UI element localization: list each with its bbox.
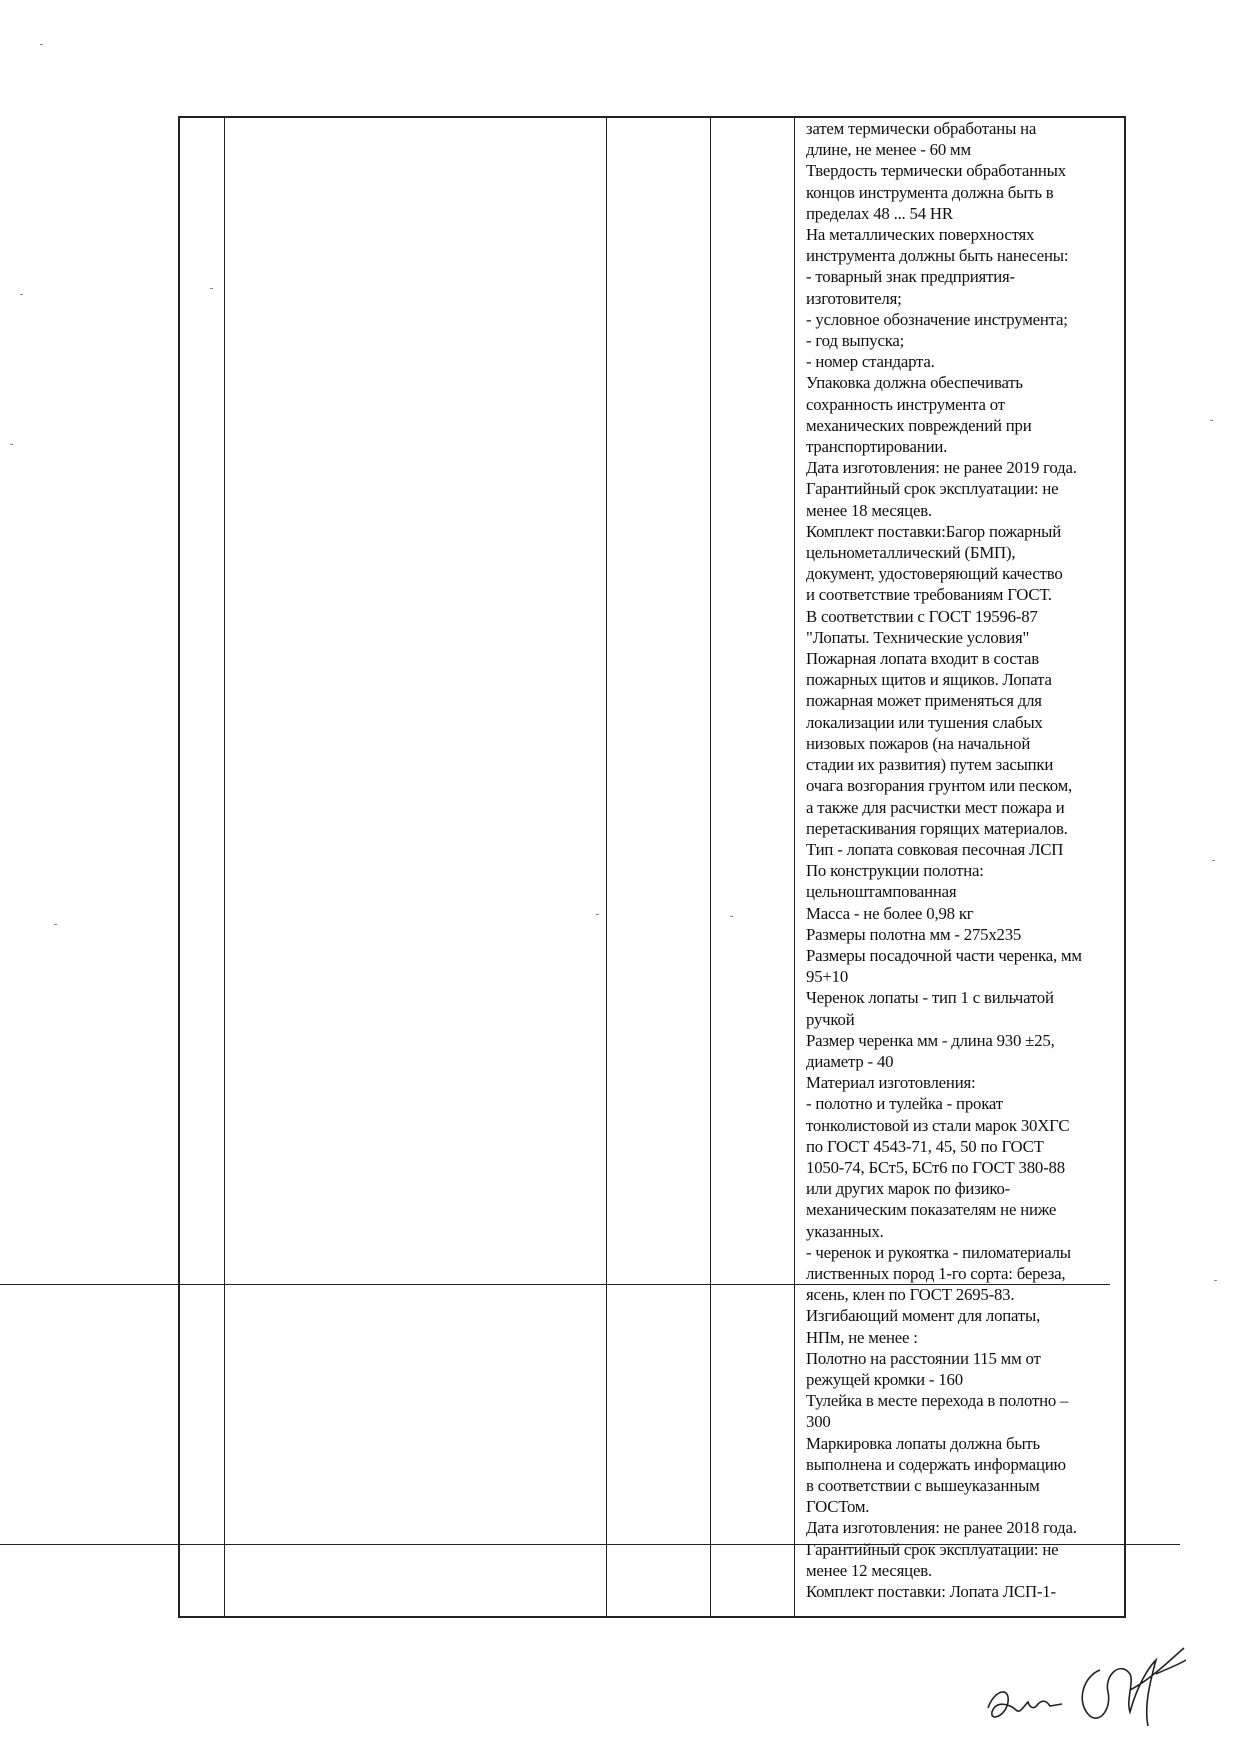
spec-text-line: диаметр - 40	[806, 1051, 894, 1071]
spec-text-line: "Лопаты. Технические условия"	[806, 627, 1030, 647]
spec-text-line: Дата изготовления: не ранее 2019 года.	[806, 458, 1077, 478]
column-divider-2	[606, 116, 607, 1618]
spec-text-line: лиственных пород 1-го сорта: береза,	[806, 1263, 1066, 1283]
spec-text-line: Масса - не более 0,98 кг	[806, 903, 974, 923]
column-divider-3	[710, 116, 711, 1618]
spec-text-line: механических повреждений при	[806, 415, 1032, 435]
spec-text-line: Материал изготовления:	[806, 1073, 976, 1093]
spec-text-line: цельнометаллический (БМП),	[806, 543, 1016, 563]
spec-text-line: изготовителя;	[806, 288, 902, 308]
spec-text-line: Размеры полотна мм - 275х235	[806, 924, 1022, 944]
spec-text-line: - условное обозначение инструмента;	[806, 309, 1068, 329]
spec-text-line: а также для расчистки мест пожара и	[806, 797, 1065, 817]
spec-text-line: локализации или тушения слабых	[806, 712, 1043, 732]
spec-text-line: 95+10	[806, 967, 849, 987]
spec-text-line: механическим показателям не ниже	[806, 1200, 1057, 1220]
spec-text-line: пожарная может применяться для	[806, 691, 1042, 711]
scan-speck	[210, 288, 213, 289]
spec-text-line: по ГОСТ 4543-71, 45, 50 по ГОСТ	[806, 1136, 1044, 1156]
spec-text-line: Тулейка в месте перехода в полотно –	[806, 1391, 1069, 1411]
spec-text-line: По конструкции полотна:	[806, 861, 984, 881]
spec-text-line: менее 18 месяцев.	[806, 500, 932, 520]
scan-speck	[54, 924, 57, 925]
spec-text-line: Размеры посадочной части черенка, мм	[806, 945, 1082, 965]
scan-speck	[596, 914, 599, 915]
scan-speck	[1214, 1280, 1217, 1281]
spec-text-line: стадии их развития) путем засыпки	[806, 755, 1054, 775]
spec-text-line: Упаковка должна обеспечивать	[806, 373, 1023, 393]
spec-text-line: очага возгорания грунтом или песком,	[806, 776, 1073, 796]
spec-text-line: ясень, клен по ГОСТ 2695-83.	[806, 1285, 1015, 1305]
spec-text-line: Пожарная лопата входит в состав	[806, 649, 1039, 669]
spec-text-line: Черенок лопаты - тип 1 с вильчатой	[806, 988, 1054, 1008]
spec-text-line: 1050-74, БСт5, БСт6 по ГОСТ 380-88	[806, 1157, 1065, 1177]
spec-text-line: цельноштампованная	[806, 882, 957, 902]
spec-text-line: Твердость термически обработанных	[806, 161, 1066, 181]
spec-text-line: концов инструмента должна быть в	[806, 182, 1054, 202]
spec-text-line: и соответствие требованиям ГОСТ.	[806, 585, 1052, 605]
spec-text-line: Размер черенка мм - длина 930 ±25,	[806, 1030, 1055, 1050]
spec-text-line: - товарный знак предприятия-	[806, 267, 1015, 287]
spec-text-line: или других марок по физико-	[806, 1179, 1011, 1199]
spec-text-line: выполнена и содержать информацию	[806, 1454, 1066, 1474]
specification-cell	[806, 118, 1124, 1602]
spec-text-line: ручкой	[806, 1009, 855, 1029]
spec-text-line: На металлических поверхностях	[806, 225, 1035, 245]
spec-text-line: Маркировка лопаты должна быть	[806, 1433, 1041, 1453]
spec-text-line: Гарантийный срок эксплуатации: не	[806, 1539, 1059, 1559]
spec-text-line: В соответствии с ГОСТ 19596-87	[806, 606, 1038, 626]
spec-text-line: низовых пожаров (на начальной	[806, 733, 1031, 753]
spec-text-line: Комплект поставки:Багор пожарный	[806, 521, 1062, 541]
spec-text-line: Комплект поставки: Лопата ЛСП-1-	[806, 1582, 1056, 1602]
handwritten-signature	[980, 1630, 1200, 1740]
spec-text-line: Дата изготовления: не ранее 2018 года.	[806, 1518, 1077, 1538]
scan-speck	[1212, 860, 1215, 861]
spec-text-line: перетаскивания горящих материалов.	[806, 818, 1068, 838]
spec-text-line: пределах 48 ... 54 HR	[806, 203, 953, 223]
spec-text-line: тонколистовой из стали марок 30ХГС	[806, 1115, 1070, 1135]
scan-speck	[10, 444, 13, 445]
spec-text-line: документ, удостоверяющий качество	[806, 564, 1063, 584]
spec-text-line: менее 12 месяцев.	[806, 1560, 932, 1580]
spec-text-line: пожарных щитов и ящиков. Лопата	[806, 670, 1052, 690]
spec-text-line: сохранность инструмента от	[806, 394, 1005, 414]
scan-speck	[730, 916, 733, 917]
spec-text-line: указанных.	[806, 1221, 884, 1241]
spec-text-line: режущей кромки - 160	[806, 1369, 963, 1389]
spec-text-line: ГОСТом.	[806, 1497, 870, 1517]
column-divider-1	[224, 116, 225, 1618]
scan-speck	[20, 294, 23, 295]
spec-text-line: - черенок и рукоятка - пиломатериалы	[806, 1242, 1071, 1262]
spec-text-line: инструмента должны быть нанесены:	[806, 246, 1069, 266]
spec-text-line: - номер стандарта.	[806, 352, 935, 372]
column-divider-4	[794, 116, 795, 1618]
spec-text-line: Изгибающий момент для лопаты,	[806, 1306, 1041, 1326]
spec-text-line: НПм, не менее :	[806, 1327, 918, 1347]
spec-text-line: 300	[806, 1412, 831, 1432]
spec-text-line: транспортировании.	[806, 437, 948, 457]
scan-speck	[40, 44, 43, 45]
spec-text-line: Полотно на расстоянии 115 мм от	[806, 1348, 1041, 1368]
spec-text-line: Тип - лопата совковая песочная ЛСП	[806, 839, 1064, 859]
scan-speck	[1210, 420, 1213, 421]
spec-text-line: затем термически обработаны на	[806, 119, 1037, 138]
spec-text-line: - год выпуска;	[806, 331, 905, 351]
spec-text-line: - полотно и тулейка - прокат	[806, 1094, 1003, 1114]
spec-text-line: в соответствии с вышеуказанным	[806, 1476, 1040, 1495]
spec-text-line: Гарантийный срок эксплуатации: не	[806, 479, 1059, 499]
spec-text-line: длине, не менее - 60 мм	[806, 140, 971, 160]
